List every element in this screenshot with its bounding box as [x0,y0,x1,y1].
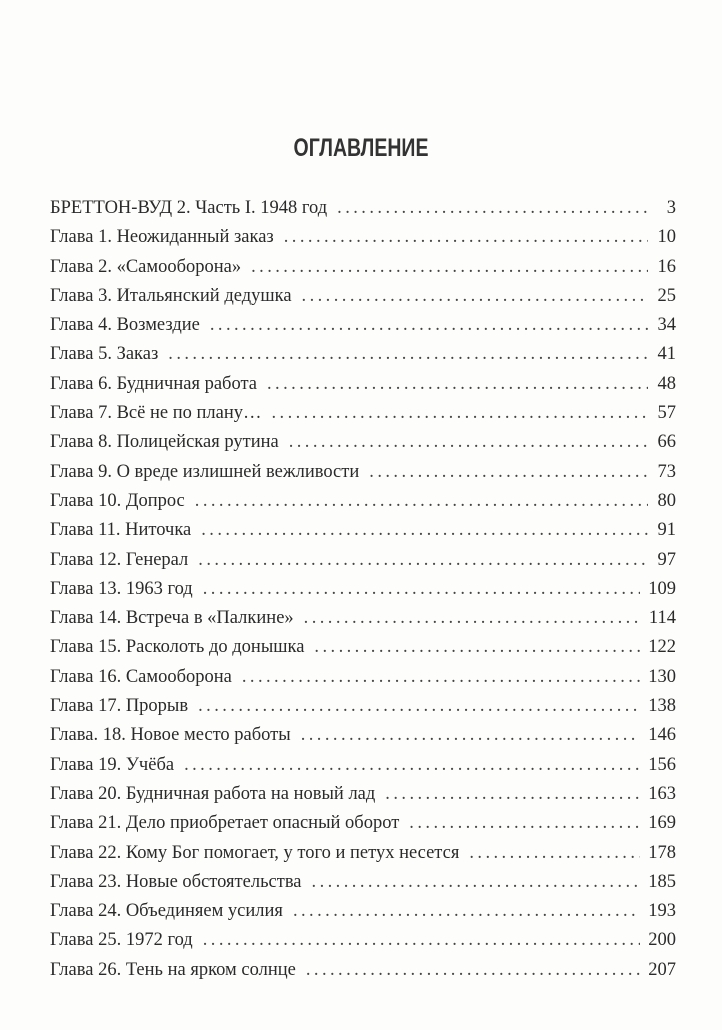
dot-leader [385,784,640,805]
dot-leader [312,872,641,893]
toc-entry [50,579,676,608]
toc-entry-title: Глава 24. Объединяем усилия [50,901,283,922]
toc-entry-title: Глава 4. Возмездие [50,315,200,336]
toc-entry-page: 138 [648,696,676,717]
toc-entry [50,374,676,403]
toc-entry [50,344,676,373]
toc-entry [50,725,676,754]
toc-entry-title: Глава 14. Встреча в «Палкине» [50,608,294,629]
toc-entry [50,286,676,315]
toc-entry-page: 185 [648,871,676,892]
toc-entry-title: Глава 3. Итальянский дедушка [50,285,292,306]
dot-leader [242,667,640,688]
toc-entry [50,550,676,579]
dot-leader [301,725,641,746]
toc-entry-title: Глава 17. Прорыв [50,696,189,717]
table-of-contents [50,198,676,989]
toc-entry-page: 10 [657,227,676,248]
dot-leader [198,550,648,571]
toc-entry-title: Глава 23. Новые обстоятельства [50,871,302,892]
toc-entry [50,520,676,549]
dot-leader [201,520,648,541]
toc-entry-title: Глава 5. Заказ [50,344,159,365]
toc-entry-page: 169 [648,813,676,834]
dot-leader [198,696,640,717]
toc-entry-title: Глава 1. Неожиданный заказ [50,227,274,248]
dot-leader [469,843,640,864]
toc-entry-page: 146 [648,725,676,746]
toc-entry-page: 66 [657,432,676,453]
dot-leader [251,257,648,278]
toc-entry-title: Глава 2. «Самооборона» [50,256,242,277]
dot-leader [267,374,648,395]
toc-entry-title: Глава 10. Допрос [50,490,185,511]
toc-entry-page: 207 [648,959,676,980]
toc-entry-page: 16 [657,256,676,277]
toc-entry-page: 193 [648,901,676,922]
dot-leader [168,344,648,365]
dot-leader [184,755,640,776]
toc-entry-page: 73 [657,461,676,482]
toc-entry-title: Глава 13. 1963 год [50,578,193,599]
toc-entry-page: 97 [657,549,676,570]
toc-entry-title: БРЕТТОН-ВУД 2. Часть I. 1948 год [50,198,328,218]
toc-entry-page: 163 [648,783,676,804]
toc-entry-page: 122 [648,637,676,658]
toc-entry [50,813,676,842]
toc-entry [50,491,676,520]
dot-leader [369,462,648,483]
toc-entry-title: Глава 26. Тень на ярком солнце [50,959,296,980]
toc-entry-title: Глава 21. Дело приобретает опасный оборот [50,813,400,834]
toc-entry [50,872,676,901]
toc-entry [50,198,676,227]
toc-entry-title: Глава 12. Генерал [50,549,189,570]
toc-entry-page: 57 [657,403,676,424]
toc-entry [50,930,676,959]
toc-entry [50,403,676,432]
toc-entry [50,257,676,286]
toc-entry-title: Глава 20. Будничная работа на новый лад [50,783,376,804]
toc-entry-title: Глава 7. Всё не по плану… [50,403,262,424]
toc-entry-page: 34 [657,315,676,336]
toc-entry [50,901,676,930]
toc-entry [50,637,676,666]
dot-leader [314,637,640,658]
toc-entry-title: Глава 9. О вреде излишней вежливости [50,461,360,482]
toc-entry-page: 91 [657,520,676,541]
toc-entry [50,667,676,696]
dot-leader [337,198,648,219]
toc-entry-title: Глава 25. 1972 год [50,930,193,951]
toc-entry-page: 156 [648,754,676,775]
toc-entry [50,608,676,637]
toc-entry [50,696,676,725]
dot-leader [284,227,648,248]
toc-entry-title: Глава 19. Учёба [50,754,175,775]
toc-entry-title: Глава. 18. Новое место работы [50,725,291,746]
toc-entry-page: 200 [648,930,676,951]
toc-entry-page: 130 [648,666,676,687]
dot-leader [203,930,641,951]
toc-entry-page: 109 [648,578,676,599]
toc-entry [50,462,676,491]
toc-entry-title: Глава 6. Будничная работа [50,373,257,394]
dot-leader [271,403,648,424]
toc-entry [50,432,676,461]
toc-entry-page: 41 [657,344,676,365]
dot-leader [304,608,641,629]
toc-entry [50,960,676,989]
dot-leader [409,813,640,834]
toc-entry-page: 178 [648,842,676,863]
dot-leader [289,432,648,453]
toc-entry-title: Глава 11. Ниточка [50,520,192,541]
toc-entry-page: 80 [657,490,676,511]
dot-leader [195,491,648,512]
toc-entry-page: 3 [666,198,676,218]
dot-leader [302,286,648,307]
toc-entry [50,755,676,784]
toc-entry-title: Глава 8. Полицейская рутина [50,432,279,453]
dot-leader [306,960,640,981]
dot-leader [293,901,640,922]
page-title: ОГЛАВЛЕНИЕ [293,134,429,162]
dot-leader [203,579,641,600]
toc-entry-page: 25 [657,285,676,306]
dot-leader [210,315,648,336]
toc-entry-page: 114 [648,608,676,629]
toc-entry-title: Глава 15. Расколоть до донышка [50,637,305,658]
toc-entry [50,315,676,344]
toc-entry [50,784,676,813]
toc-entry-title: Глава 16. Самооборона [50,666,232,687]
toc-entry [50,227,676,256]
toc-entry [50,843,676,872]
toc-entry-title: Глава 22. Кому Бог помогает, у того и петух несется [50,842,460,863]
toc-entry-page: 48 [657,373,676,394]
